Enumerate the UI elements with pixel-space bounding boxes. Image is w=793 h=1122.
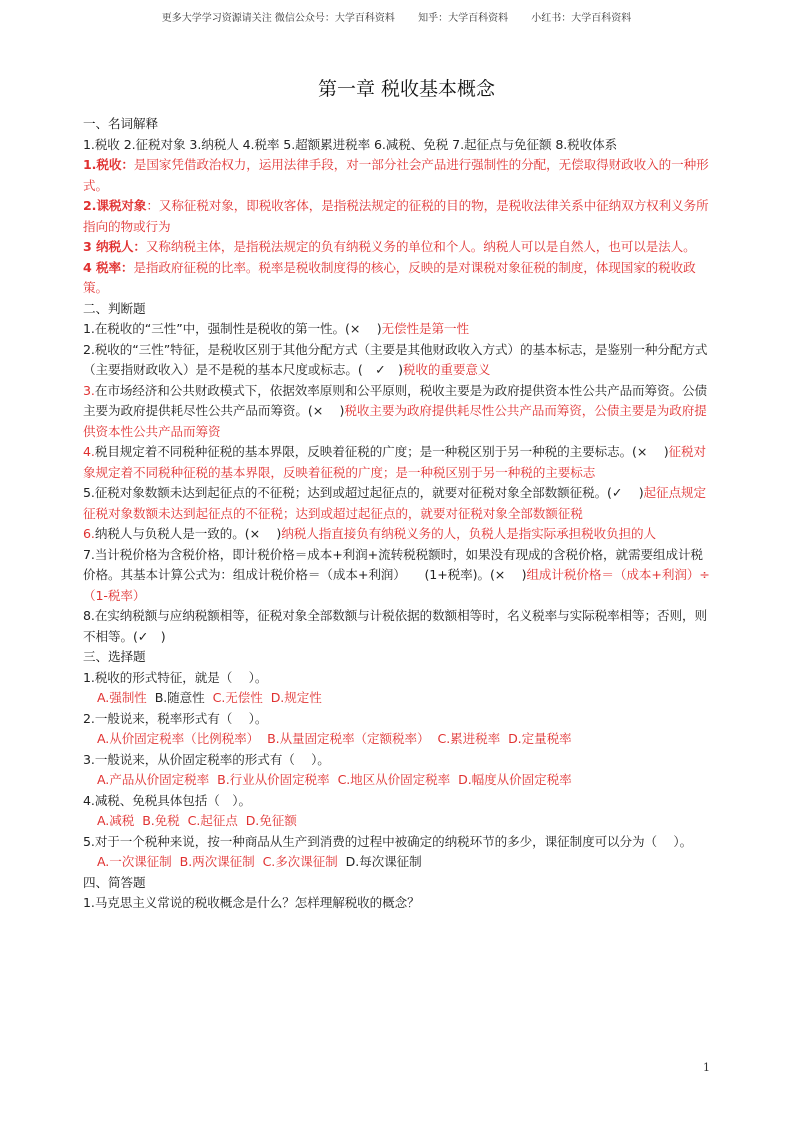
choice-option: D.每次课征制 xyxy=(345,854,422,869)
choice-option: B.行业从价固定税率 xyxy=(217,772,330,787)
header-zhihu: 知乎：大学百科资料 xyxy=(418,13,509,24)
section-heading-definitions: 一、名词解释 xyxy=(83,116,158,131)
judgement-item xyxy=(83,483,715,524)
choice-option: B.免税 xyxy=(142,813,180,828)
definition-term: 3 纳税人： xyxy=(83,239,146,254)
choice-option: A.产品从价固定税率 xyxy=(97,772,210,787)
terms-list: 1.税收 2.征税对象 3.纳税人 4.税率 5.超额累进税率 6.减税、免税 7.起征点与免征额 8.税收体系 xyxy=(83,136,618,152)
judgement-answer: 组成计税价格＝（成本+利润）÷（1-税率） xyxy=(83,567,710,603)
judgement-answer: 纳税人指直接负有纳税义务的人，负税人是指实际承担税收负担的人 xyxy=(281,526,657,541)
choice-option: C.地区从价固定税率 xyxy=(337,772,451,787)
choice-option: A.减税 xyxy=(97,813,135,828)
judgement-item xyxy=(83,606,715,647)
choice-option: A.强制性 xyxy=(97,690,147,705)
definition-text: 又称纳税主体，是指税法规定的负有纳税义务的单位和个人。纳税人可以是自然人，也可以是法人。 xyxy=(145,239,696,254)
header-wechat: 更多大学学习资源请关注 微信公众号：大学百科资料 xyxy=(161,13,395,24)
judgement-question: 5.征税对象数额未达到起征点的不征税；达到或超过起征点的，就要对征税对象全部数额征税。(✓ ) xyxy=(83,485,644,500)
choice-question: 1.税收的形式特征，就是（ ）。 xyxy=(83,669,268,685)
section-heading-true-false: 二、判断题 xyxy=(83,300,146,316)
judgement-item xyxy=(83,524,715,545)
judgement-answer: 税收的重要意义 xyxy=(402,362,491,377)
judgement-answer: 征税对象规定着不同税种征税的基本界限，反映着征税的广度；是一种税区别于另一种税的主要标志 xyxy=(83,444,707,480)
choice-option: D.幅度从价固定税率 xyxy=(458,772,572,787)
judgement-answer: 税收主要为政府提供耗尽性公共产品而筹资，公债主要是为政府提供资本性公共产品而筹资 xyxy=(83,403,707,439)
judgement-answer: 无偿性是第一性 xyxy=(381,321,469,336)
judgement-item xyxy=(83,442,715,483)
choice-option: C.累进税率 xyxy=(437,731,501,746)
choice-option: C.起征点 xyxy=(187,813,238,828)
choice-options xyxy=(83,729,715,750)
judgement-question: 在市场经济和公共财政模式下，依据效率原则和公平原则，税收主要是为政府提供资本性公共产品而筹资。公债主要为政府提供耗尽性公共产品而筹资。(× ) xyxy=(83,382,708,418)
judgement-question: 税目规定着不同税种征税的基本界限，反映着征税的广度；是一种税区别于另一种税的主要标志。(× ) xyxy=(94,444,669,459)
section-heading-multiple-choice: 三、选择题 xyxy=(83,649,146,664)
choice-options xyxy=(83,688,715,709)
judgement-item xyxy=(83,340,715,381)
definition-text: ：又称征税对象，即税收客体，是指税法规定的征税的目的物，是税收法律关系中征纳双方权利义务所指向的物或行为 xyxy=(83,198,709,234)
judgement-question: 7.当计税价格为含税价格，即计税价格＝成本+利润+流转税税额时，如果没有现成的含税价格，就需要组成计税价格。其基本计算公式为：组成计税价格＝（成本+利润） (1+税率)。(× ) xyxy=(83,546,703,582)
judgement-number: 6. xyxy=(83,526,95,541)
page-header xyxy=(0,9,793,24)
document-body xyxy=(83,114,715,914)
judgement-item xyxy=(83,545,715,607)
definition-text: 是国家凭借政治权力，运用法律手段，对一部分社会产品进行强制性的分配，无偿取得财政收入的一种形式。 xyxy=(83,157,709,193)
choice-question: 3.一般说来，从价固定税率的形式有（ ）。 xyxy=(83,751,330,767)
judgement-question: 纳税人与负税人是一致的。(× ) xyxy=(94,526,282,541)
page-number: 1 xyxy=(703,1061,710,1074)
judgement-item xyxy=(83,381,715,443)
short-answer-question: 1.马克思主义常说的税收概念是什么？怎样理解税收的概念？ xyxy=(83,895,420,910)
choice-options xyxy=(83,852,715,873)
chapter-title: 第一章 税收基本概念 xyxy=(317,78,496,100)
definition-term: 1.税收： xyxy=(83,157,134,172)
choice-question: 4.减税、免税具体包括（ ）。 xyxy=(83,792,251,808)
definition-item xyxy=(83,237,715,258)
definition-item xyxy=(83,258,715,299)
judgement-item xyxy=(83,319,715,340)
judgement-number: 4. xyxy=(83,444,95,459)
judgement-answer: 起征点规定征税对象数额未达到起征点的不征税；达到或超过起征点的，就要对征税对象全部数额征税 xyxy=(83,485,707,521)
choice-option: A.从价固定税率（比例税率） xyxy=(97,731,260,746)
judgement-question: 2.税收的“三性”特征，是税收区别于其他分配方式（主要是其他财政收入方式）的基本标志，是鉴别一种分配方式（主要指财政收入）是不是税的基本尺度或标志。( ✓ ) xyxy=(83,341,708,377)
header-xiaohongshu: 小红书：大学百科资料 xyxy=(531,13,632,24)
choice-option: C.无偿性 xyxy=(212,690,263,705)
definition-item xyxy=(83,196,715,237)
definition-term: 2.课税对象 xyxy=(83,198,147,213)
definition-item xyxy=(83,155,715,196)
choice-option: B.从量固定税率（定额税率） xyxy=(267,731,430,746)
definition-term: 4 税率： xyxy=(83,259,134,275)
judgement-question: 1.在税收的“三性”中，强制性是税收的第一性。(× ) xyxy=(83,321,382,336)
choice-question: 2.一般说来，税率形式有（ ）。 xyxy=(83,710,268,726)
judgement-number: 3. xyxy=(83,382,95,398)
choice-option: B.随意性 xyxy=(154,690,205,705)
choice-options xyxy=(83,811,715,832)
choice-option: D.规定性 xyxy=(270,690,322,705)
choice-option: D.定量税率 xyxy=(508,731,572,746)
choice-option: A.一次课征制 xyxy=(97,854,172,869)
choice-option: D.免征额 xyxy=(245,813,297,828)
choice-options xyxy=(83,770,715,791)
choice-question: 5.对于一个税种来说，按一种商品从生产到消费的过程中被确定的纳税环节的多少，课征制度可以分为（ ）。 xyxy=(83,833,693,849)
choice-option: C.多次课征制 xyxy=(262,854,338,869)
choice-option: B.两次课征制 xyxy=(179,854,255,869)
definition-text: 是指政府征税的比率。税率是税收制度得的核心，反映的是对课税对象征税的制度，体现国家的税收政策。 xyxy=(83,259,696,295)
section-heading-short-answer: 四、简答题 xyxy=(83,874,146,890)
judgement-question: 8.在实纳税额与应纳税额相等，征税对象全部数额与计税依据的数额相等时，名义税率与实际税率相等；否则，则不相等。(✓ ) xyxy=(83,608,708,644)
